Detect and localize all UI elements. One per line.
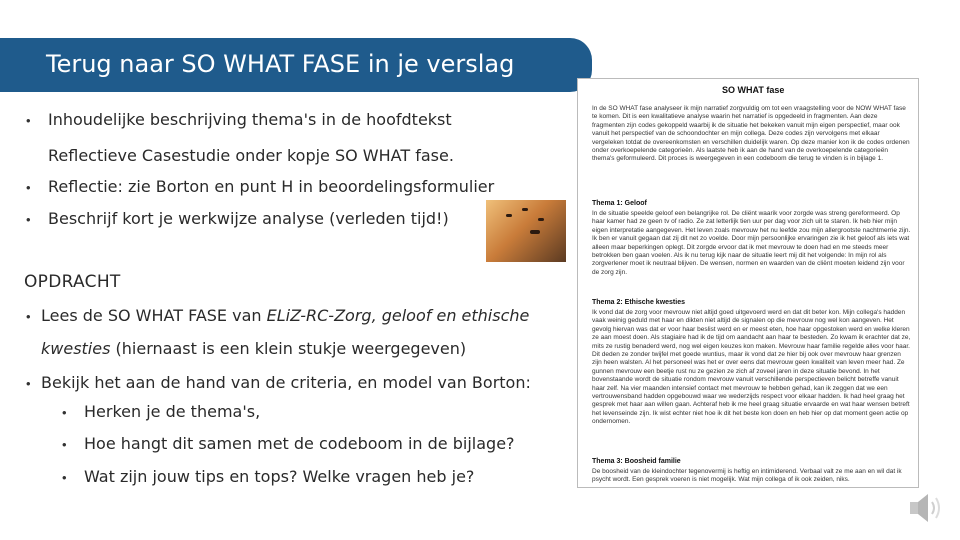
item-read-suffix: (hiernaast is een klein stukje weergegeven) <box>110 339 467 358</box>
theme3-text: De boosheid van de kleindochter tegenovermij is heftig en intimiderend. Verbaal valt ze me aan en wil dat ik psycht wordt. Een gesprek voeren is niet mogelijk. Wat mijn collega of ik ook zeiden, niks. <box>592 468 902 484</box>
theme2-heading: Thema 2: Ethische kwesties <box>592 299 685 306</box>
sub-item-tips: Wat zijn jouw tips en tops? Welke vragen heb je? <box>84 467 475 486</box>
item-read-italic: ELiZ-RC-Zorg, geloof en ethische <box>266 306 530 325</box>
sub-bullet-dot: • <box>62 470 67 485</box>
opdracht-item-borton: Bekijk het aan de hand van de criteria, en model van Borton: <box>41 373 531 392</box>
item-read-prefix: Lees de SO WHAT FASE van <box>41 306 267 325</box>
opdracht-heading: OPDRACHT <box>24 272 121 292</box>
bird-icon <box>530 230 540 234</box>
bullet-dot: • <box>26 180 31 195</box>
sub-item-codeboom: Hoe hangt dit samen met de codeboom in de bijlage? <box>84 434 515 453</box>
sub-item-themes: Herken je de thema's, <box>84 402 261 421</box>
document-excerpt <box>577 78 919 488</box>
theme2-text: Ik vond dat de zorg voor mevrouw niet altijd goed uitgevoerd werd en dat dit beter kon. Mijn collega's hadden vaak weinig geduld met haar en dikten niet altijd de signalen op die mevrouw nog wel kon aangeven. Het gevolg hiervan was dat er voor haar beslist werd en er meest eten, hoe haar opgestoken werd en welke kleren ze aan moest doen. Als stagiaire had ik de tijd om aandacht aan haar te besteden. Zo kwam ik erachter dat ze, mits ze rustig benaderd werd, nog wel eigen keuzes kon maken. Mevrouw haar familie regelde alles voor haar. Dit deden ze zonder twijfel met goede wuntius, maar ik vond dat ze hier bij ook over mevrouw haar grenzen zijn heen walsten. Al het personeel was het er over eens dat mevrouw geen kwaliteit van leven meer had. Ze gunnen mevrouw een beetje rust nu ze gezien ze zich af zoveel jaren in deze situatie bevond. In het bovenstaande wordt de situatie rondom mevrouw vanuit verschillende perspectieven belicht betreffe vanuit haar zelf. Na vier maanden intensief contact met mevrouw te hebben gehad, kan ik zeggen dat we een vertrouwensband hadden opgebouwd waar we wederzijds respect voor elkaar hadden. Ik had heel graag het gesprek met haar aan willen gaan. Achteraf heb ik me heel graag situatie ervaarde en wat haar wensen betreft het levenseinde zijn. Ik wist echter niet hoe ik dit het beste kon doen en heb hier op dat moment geen actie op ondernomen. <box>592 309 911 426</box>
sub-bullet-dot: • <box>62 437 67 452</box>
bullet-dot: • <box>26 113 31 128</box>
bird-icon <box>506 214 512 217</box>
bullet-reflective-case: Reflectieve Casestudie onder kopje SO WHAT fase. <box>48 146 454 165</box>
bullet-dot: • <box>26 376 31 391</box>
slide-title: Terug naar SO WHAT FASE in je verslag <box>46 50 515 78</box>
bullet-content-description: Inhoudelijke beschrijving thema's in de hoofdtekst <box>48 110 452 129</box>
bird-icon <box>538 218 544 221</box>
title-banner <box>0 38 592 92</box>
bullet-reflection-borton: Reflectie: zie Borton en punt H in beoordelingsformulier <box>48 177 495 196</box>
theme1-text: In de situatie speelde geloof een belangrijke rol. De cliënt waarik voor zorgde was streng gereformeerd. Op haar kamer had ze geen tv of radio. Ze zat letterlijk tien uur per dag voor zich uit te staren. Ik heb hier mijn eigen interpretatie aangegeven. Het leven zoals mevrouw het nu leefde zou mijn allergrootste nachtmerrie zijn. Ik ben er vanuit gegaan dat zij dit net zo voelde. Door mijn persoonlijke ervaringen zie ik het geloof als iets wat alleen maar beperkingen oplegt. Dit zorgde ervoor dat ik met mevrouw te doen had en me steeds meer betrokken ben gaan voelen. Als ik nu terug kijk naar de situatie leert mij dit het volgende: In mijn rol als zorgverlener moet ik neutraal blijven. De wensen, normen en waarden van de cliënt moeten leidend zijn voor de zorg zijn. <box>592 210 911 276</box>
bullet-dot: • <box>26 309 31 324</box>
opdracht-item-read-cont <box>41 339 466 358</box>
opdracht-item-read <box>41 306 529 325</box>
sub-bullet-dot: • <box>62 405 67 420</box>
theme1-heading: Thema 1: Geloof <box>592 200 647 207</box>
bullet-describe-method: Beschrijf kort je werkwijze analyse (verleden tijd!) <box>48 209 449 228</box>
bird-icon <box>522 208 528 211</box>
birds-sunset-photo <box>486 200 566 262</box>
document-title: SO WHAT fase <box>722 85 785 95</box>
bullet-dot: • <box>26 212 31 227</box>
speaker-icon[interactable] <box>906 490 946 526</box>
document-intro: In de SO WHAT fase analyseer ik mijn narratief zorgvuldig om tot een vraagstelling voor de NOW WHAT fase te komen. Dit is een kwalitatieve analyse waarin het narratief is opgedeeld in fragmenten. Aan deze fragmenten zijn codes gekoppeld waarbij ik de situatie het bekeken vanuit mijn eigen perspectief, maar ook vanuit het perspectief van de schoondochter en mijn collega. Deze codes zijn vervolgens met elkaar vergeleken totdat de overeenkomsten en verschillen duidelijk waren. Op deze manier kon ik de codes ordenen onder overkoepelende categorieën. Als laatste heb ik aan de hand van de overkoepelende categorieën thema's geformuleerd. Dit proces is weergegeven in een codeboom die terug te vinden is in bijlage 1. <box>592 105 910 163</box>
theme3-heading: Thema 3: Boosheid familie <box>592 458 681 465</box>
item-read-italic2: kwesties <box>41 339 111 358</box>
